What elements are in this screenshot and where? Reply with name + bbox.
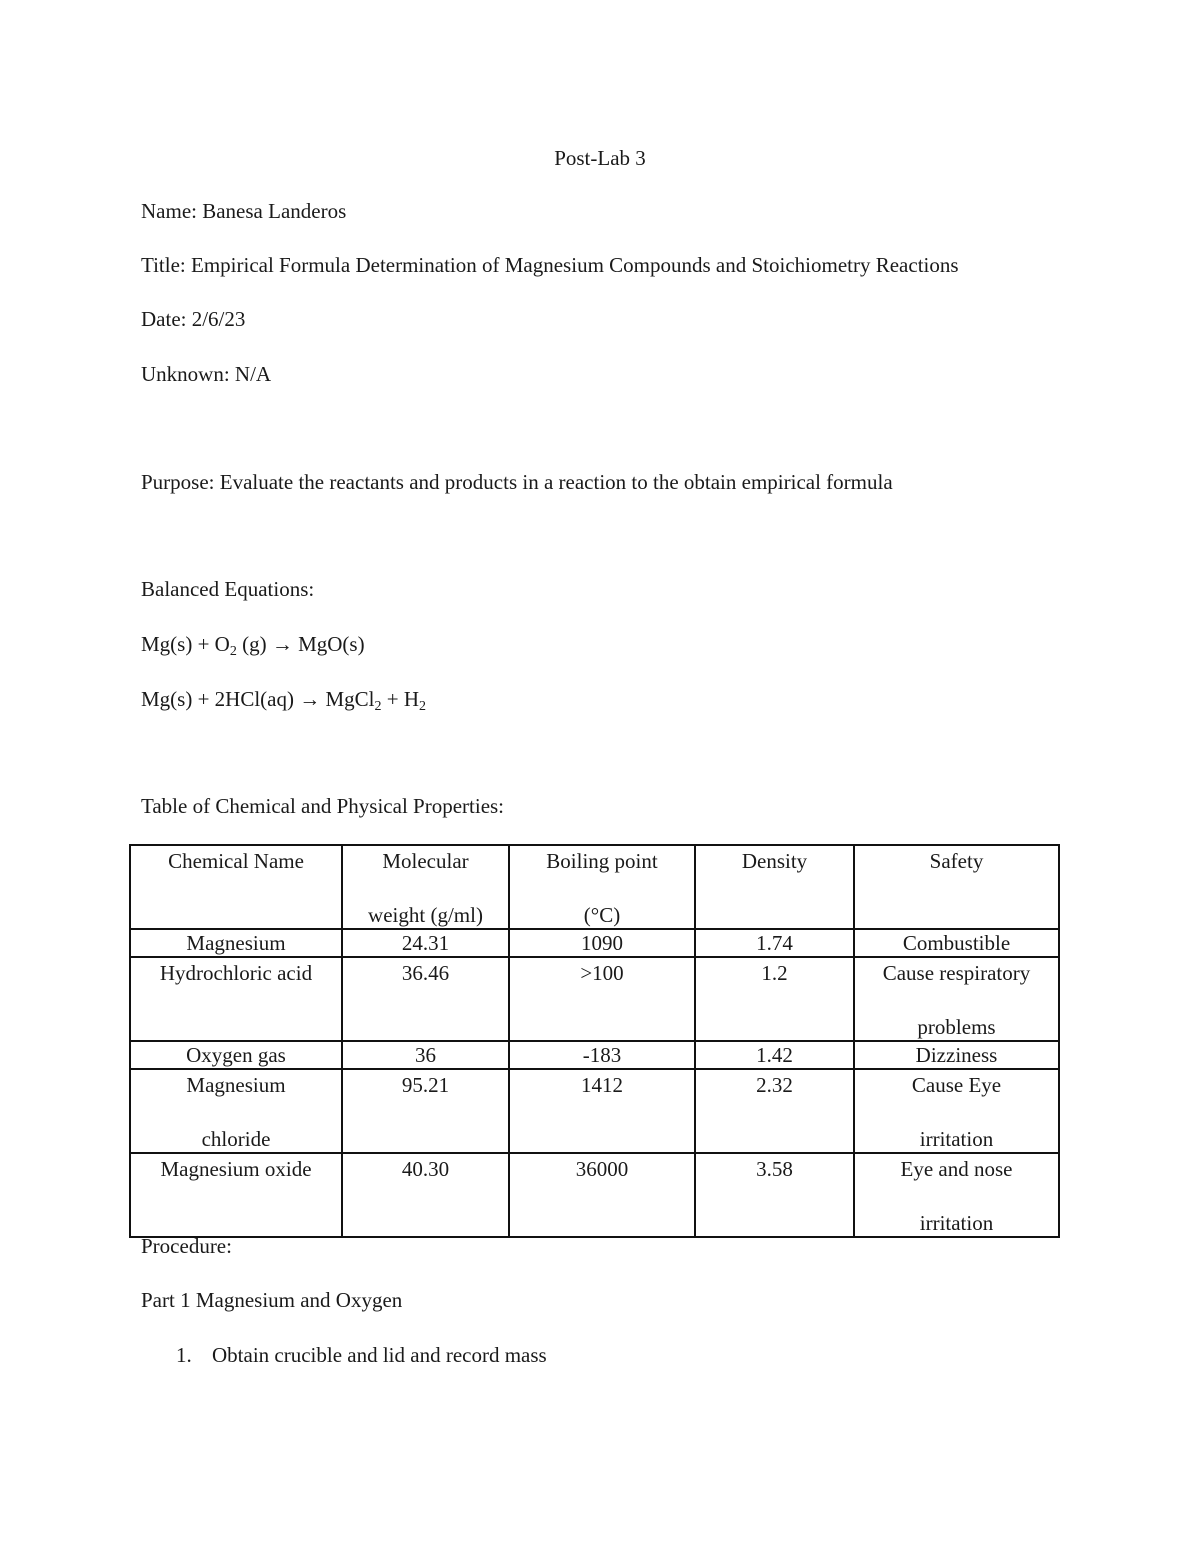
table-cell: 3.58 — [695, 1153, 854, 1237]
report-date: Date: 2/6/23 — [141, 307, 246, 331]
step-text: Obtain crucible and lid and record mass — [212, 1343, 547, 1367]
table-cell: Cause respiratory problems — [854, 957, 1059, 1041]
student-name: Name: Banesa Landeros — [141, 199, 347, 223]
table-cell: Oxygen gas — [130, 1041, 342, 1069]
table-cell: Combustible — [854, 929, 1059, 957]
table-row — [130, 1041, 1059, 1069]
page-title: Post-Lab 3 — [554, 146, 646, 170]
properties-table — [129, 844, 1060, 1238]
table-row — [130, 957, 1059, 1041]
header-cell: Safety — [854, 845, 1059, 929]
table-cell: -183 — [509, 1041, 695, 1069]
table-cell: 24.31 — [342, 929, 509, 957]
header-cell: Molecular weight (g/ml) — [342, 845, 509, 929]
table-cell: Magnesium oxide — [130, 1153, 342, 1237]
table-cell: Cause Eye irritation — [854, 1069, 1059, 1153]
table-cell: 36.46 — [342, 957, 509, 1041]
table-cell: 1.42 — [695, 1041, 854, 1069]
table-row — [130, 1069, 1059, 1153]
unknown-line: Unknown: N/A — [141, 362, 272, 386]
report-title: Title: Empirical Formula Determination of Magnesium Compounds and Stoichiometry Reactions — [141, 253, 959, 277]
table-cell: 36000 — [509, 1153, 695, 1237]
header-cell: Boiling point (°C) — [509, 845, 695, 929]
table-row — [130, 1153, 1059, 1237]
table-cell: Dizziness — [854, 1041, 1059, 1069]
table-header-row — [130, 845, 1059, 929]
header-cell: Chemical Name — [130, 845, 342, 929]
table-heading: Table of Chemical and Physical Properties: — [141, 794, 505, 818]
purpose-line: Purpose: Evaluate the reactants and products in a reaction to the obtain empirical formula — [141, 470, 893, 494]
part1-heading: Part 1 Magnesium and Oxygen — [141, 1288, 403, 1312]
table-cell: Hydrochloric acid — [130, 957, 342, 1041]
table-cell: Magnesium chloride — [130, 1069, 342, 1153]
equation-2: Mg(s) + 2HCl(aq) → MgCl$_2$ + $H_2$ — [141, 687, 427, 714]
equation-1: $Mg(s) + O_2$ (g) → MgO(s) — [141, 632, 365, 659]
procedure-heading: Procedure: — [141, 1234, 232, 1258]
header-cell: Density — [695, 845, 854, 929]
table-cell: Eye and nose irritation — [854, 1153, 1059, 1237]
table-cell: 40.30 — [342, 1153, 509, 1237]
table-row — [130, 929, 1059, 957]
table-cell: 1.2 — [695, 957, 854, 1041]
table-cell: 1412 — [509, 1069, 695, 1153]
table-cell: 1090 — [509, 929, 695, 957]
table-cell: 95.21 — [342, 1069, 509, 1153]
table-cell: >100 — [509, 957, 695, 1041]
table-cell: 36 — [342, 1041, 509, 1069]
table-cell: 2.32 — [695, 1069, 854, 1153]
step-number: 1. — [176, 1343, 192, 1367]
table-cell: 1.74 — [695, 929, 854, 957]
table-cell: Magnesium — [130, 929, 342, 957]
equations-heading: Balanced Equations: — [141, 577, 315, 601]
